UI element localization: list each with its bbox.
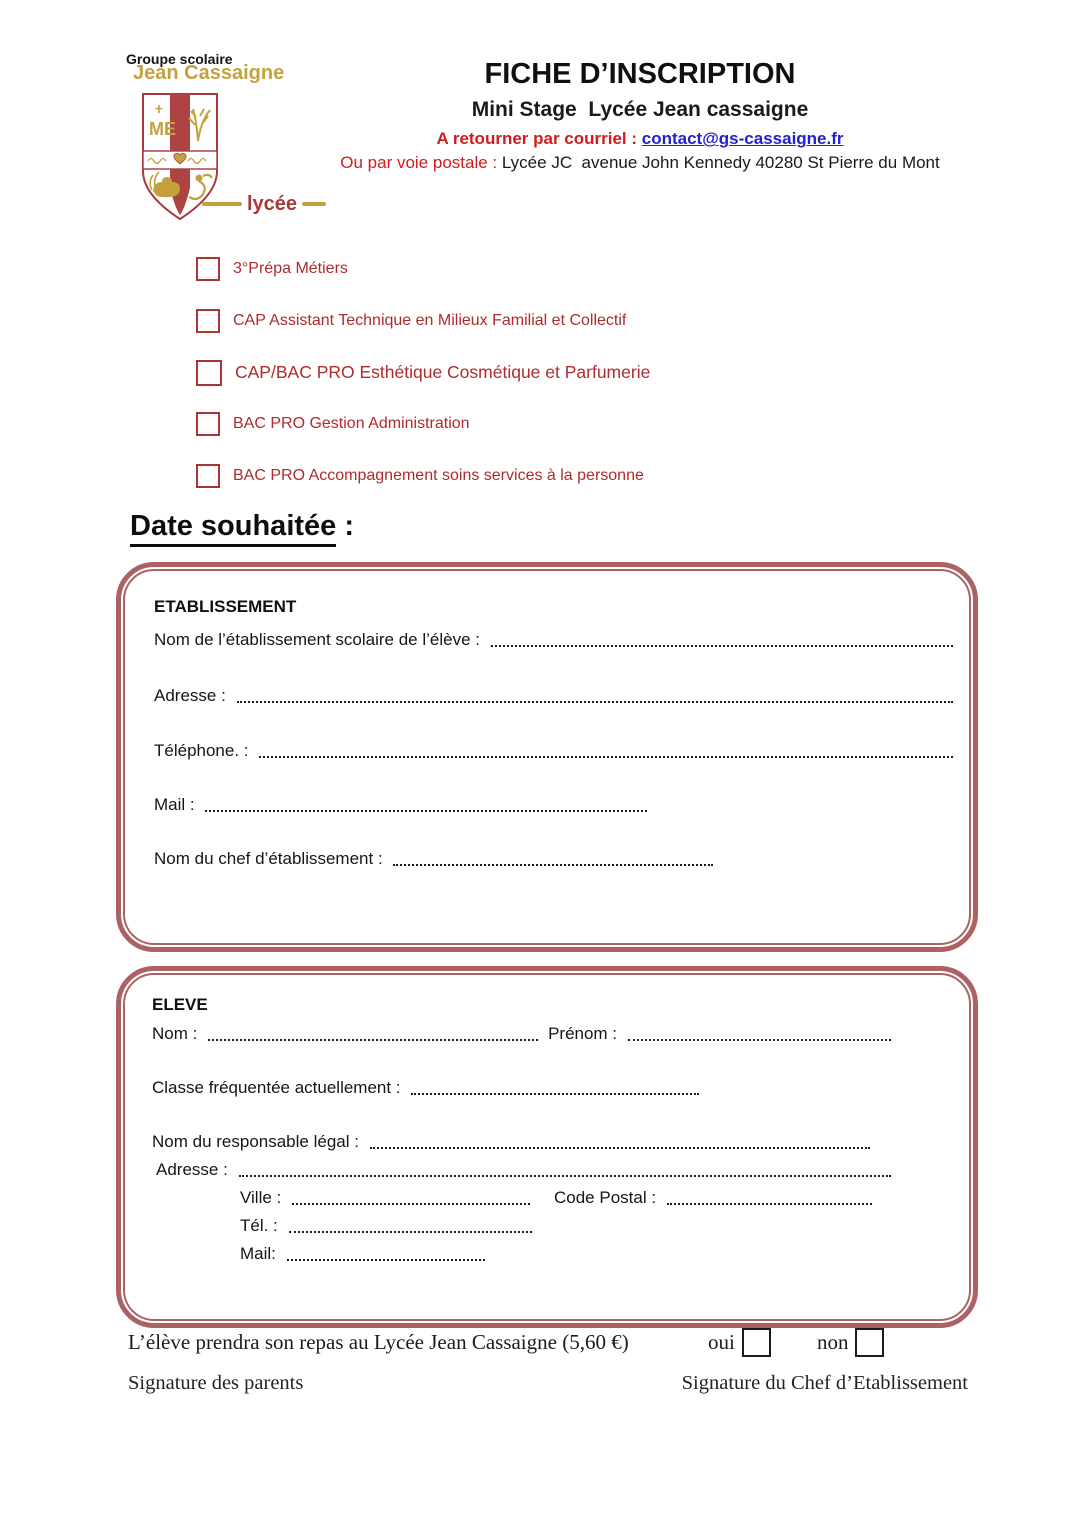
etab-adresse-row xyxy=(154,685,953,706)
eleve-classe-row xyxy=(152,1077,699,1098)
etablissement-title: ETABLISSEMENT xyxy=(154,597,297,616)
eleve-ville-cp-row xyxy=(240,1187,872,1208)
eleve-mail-dotted-line xyxy=(287,1246,485,1261)
eleve-code-postal-dotted-line xyxy=(667,1190,872,1205)
oui-label: oui xyxy=(708,1330,735,1354)
program-label: CAP/BAC PRO Esthétique Cosmétique et Parfumerie xyxy=(235,362,651,382)
signature-chef-label: Signature du Chef d’Etablissement xyxy=(681,1372,968,1394)
eleve-ville-label: Ville : xyxy=(240,1188,286,1207)
eleve-responsable-row xyxy=(152,1131,870,1152)
eleve-prenom-label: Prénom : xyxy=(548,1024,622,1043)
etab-mail-row xyxy=(154,794,647,815)
eleve-tel-row xyxy=(240,1215,532,1236)
etab-chef-dotted-line xyxy=(393,851,713,866)
eleve-mail-row xyxy=(240,1243,485,1264)
eleve-adresse-row xyxy=(156,1159,891,1180)
eleve-box xyxy=(116,966,978,1328)
eleve-adresse-dotted-line xyxy=(239,1162,891,1177)
signature-row xyxy=(128,1372,968,1395)
repas-row xyxy=(128,1328,958,1360)
checkbox-oui[interactable] xyxy=(742,1328,771,1357)
postal-address: Lycée JC avenue John Kennedy 40280 St Pierre du Mont xyxy=(501,153,940,173)
eleve-nom-label: Nom : xyxy=(152,1024,203,1043)
gold-dash-right xyxy=(302,202,326,206)
page-title: FICHE D’INSCRIPTION xyxy=(484,58,796,90)
lycee-banner xyxy=(202,194,326,214)
etab-nom-dotted-line xyxy=(491,632,953,647)
program-row-prepa-metiers xyxy=(196,257,650,280)
program-label: CAP Assistant Technique en Milieux Familial et Collectif xyxy=(233,311,627,329)
program-row-assp xyxy=(196,464,650,487)
etab-chef-label: Nom du chef d’établissement : xyxy=(154,849,388,868)
etab-mail-dotted-line xyxy=(205,797,647,812)
program-label: 3°Prépa Métiers xyxy=(233,259,348,277)
etablissement-box xyxy=(116,562,978,952)
eleve-tel-label: Tél. : xyxy=(240,1216,283,1235)
eleve-nom-prenom-row xyxy=(152,1023,891,1044)
eleve-responsable-dotted-line xyxy=(370,1134,870,1149)
program-label: BAC PRO Gestion Administration xyxy=(233,414,470,432)
program-row-cap-atmfc xyxy=(196,309,650,332)
date-souhaitee-label: Date souhaitée xyxy=(130,510,336,547)
non-label: non xyxy=(817,1330,849,1354)
etab-chef-row xyxy=(154,848,713,869)
program-row-esthetique xyxy=(196,361,650,384)
program-label: BAC PRO Accompagnement soins services à la personne xyxy=(233,466,644,484)
postal-line xyxy=(300,153,980,173)
eleve-responsable-label: Nom du responsable légal : xyxy=(152,1132,364,1151)
eleve-adresse-label: Adresse : xyxy=(156,1160,233,1179)
postal-label: Ou par voie postale : xyxy=(340,153,502,173)
eleve-mail-label: Mail: xyxy=(240,1244,281,1263)
etab-adresse-label: Adresse : xyxy=(154,686,231,705)
etab-nom-row xyxy=(154,629,953,650)
etab-telephone-dotted-line xyxy=(259,743,953,758)
header xyxy=(300,58,980,173)
page-subtitle: Mini Stage Lycée Jean cassaigne xyxy=(471,98,809,122)
contact-email-link[interactable]: contact@gs-cassaigne.fr xyxy=(641,129,844,149)
crest-fish-head xyxy=(196,175,203,182)
etab-mail-label: Mail : xyxy=(154,795,200,814)
signature-parents-label: Signature des parents xyxy=(128,1372,304,1394)
checkbox-esthetique[interactable] xyxy=(196,360,222,386)
crest-monogram: ME xyxy=(149,119,176,139)
date-souhaitee-heading xyxy=(130,510,354,543)
logo-name-line: Jean Cassaigne xyxy=(133,62,285,84)
etab-adresse-dotted-line xyxy=(237,688,953,703)
eleve-prenom-dotted-line xyxy=(628,1026,891,1041)
program-list xyxy=(196,257,650,516)
date-souhaitee-colon: : xyxy=(336,510,355,542)
eleve-code-postal-label: Code Postal : xyxy=(554,1188,661,1207)
eleve-classe-dotted-line xyxy=(411,1080,699,1095)
return-email-line xyxy=(300,129,980,149)
checkbox-assp[interactable] xyxy=(196,464,220,488)
gold-dash-left xyxy=(202,202,242,206)
etab-nom-label: Nom de l’établissement scolaire de l’élève : xyxy=(154,630,485,649)
etab-telephone-label: Téléphone. : xyxy=(154,741,254,760)
eleve-tel-dotted-line xyxy=(289,1218,532,1233)
etab-telephone-row xyxy=(154,740,953,761)
return-email-label: A retourner par courriel : xyxy=(436,129,642,149)
lycee-banner-text: lycée xyxy=(247,193,298,215)
repas-text: L’élève prendra son repas au Lycée Jean Cassaigne (5,60 €) xyxy=(128,1330,629,1354)
checkbox-gestion-admin[interactable] xyxy=(196,412,220,436)
checkbox-cap-atmfc[interactable] xyxy=(196,309,220,333)
checkbox-prepa-metiers[interactable] xyxy=(196,257,220,281)
eleve-ville-dotted-line xyxy=(292,1190,530,1205)
logo-group-line: Groupe scolaire xyxy=(126,51,233,67)
checkbox-non[interactable] xyxy=(855,1328,884,1357)
eleve-title: ELEVE xyxy=(152,995,208,1014)
eleve-classe-label: Classe fréquentée actuellement : xyxy=(152,1078,406,1097)
program-row-gestion-admin xyxy=(196,412,650,435)
eleve-nom-dotted-line xyxy=(208,1026,538,1041)
